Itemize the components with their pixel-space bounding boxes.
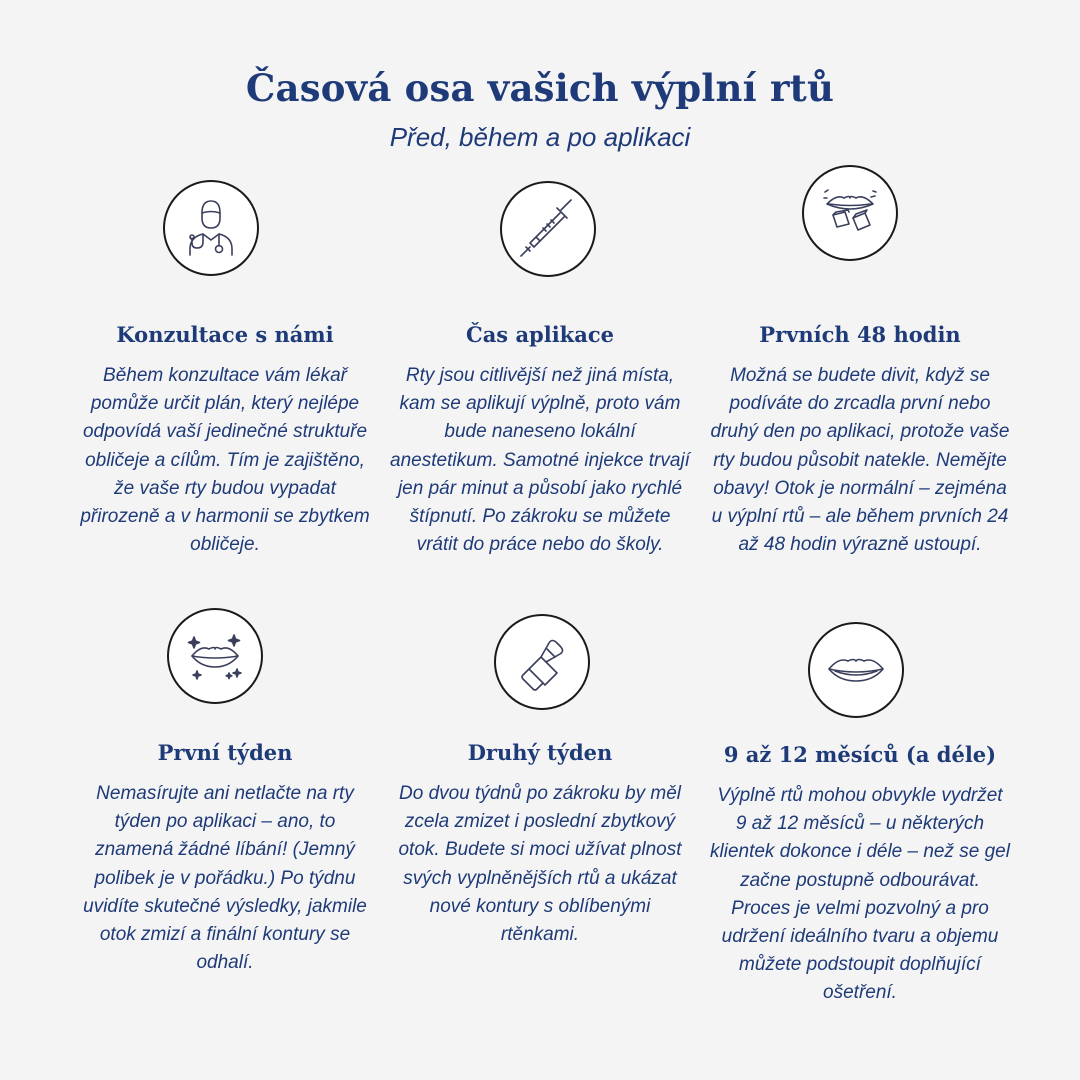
- step-description: Do dvou týdnů po zákroku by měl zcela zmizet i poslední zbytkový otok. Budete si moci užívat plnost svých vyplněnějších rtů a ukázat nové kontury s oblíbenými rtěnkami.: [398, 783, 682, 946]
- lips-ice-cubes-icon: [802, 165, 898, 261]
- sparkling-lips-icon: [167, 608, 263, 704]
- doctor-icon: [163, 180, 259, 276]
- step-description: Možná se budete divit, když se podíváte do zrcadla první nebo druhý den po aplikaci, protože vaše rty budou působit natekle. Nemějte obavy! Otok je normální – zejména u výplní rtů – ale během prvních 24 až 48 hodin výrazně ustoupí.: [710, 365, 1010, 556]
- step-heading: Prvních 48 hodin: [759, 322, 961, 347]
- page-title: Časová osa vašich výplní rtů: [245, 66, 835, 110]
- lips-icon: [808, 622, 904, 718]
- step-description: Během konzultace vám lékař pomůže určit plán, který nejlépe odpovídá vaší jedinečné struktuře obličeje a cílům. Tím je zajištěno, že vaše rty budou vypadat přirozeně a v harmonii se zbytkem obličeje.: [80, 365, 370, 556]
- step-description: Výplně rtů mohou obvykle vydržet 9 až 12 měsíců – u některých klientek dokonce i déle – než se gel začne postupně odbourávat. Proces je velmi pozvolný a pro udržení ideálního tvaru a objemu můžete podstoupit doplňující ošetření.: [710, 785, 1010, 1004]
- lipstick-icon: [494, 614, 590, 710]
- step-description: Nemasírujte ani netlačte na rty týden po aplikaci – ano, to znamená žádné líbání! (Jemný polibek je v pořádku.) Po týdnu uvidíte skutečné výsledky, jakmile otok zmizí a finální kontury se odhalí.: [83, 783, 367, 974]
- syringe-icon: [500, 181, 596, 277]
- step-heading: 9 až 12 měsíců (a déle): [723, 742, 997, 767]
- step-description: Rty jsou citlivější než jiná místa, kam se aplikují výplně, proto vám bude naneseno lokální anestetikum. Samotné injekce trvají jen pár minut a působí jako rychlé štípnutí. Po zákroku se můžete vrátit do práce nebo do školy.: [390, 365, 690, 556]
- step-heading: První týden: [157, 740, 293, 765]
- page-subtitle: Před, během a po aplikaci: [389, 122, 691, 152]
- step-heading: Druhý týden: [467, 740, 613, 765]
- step-heading: Konzultace s námi: [116, 322, 334, 347]
- step-heading: Čas aplikace: [465, 322, 614, 347]
